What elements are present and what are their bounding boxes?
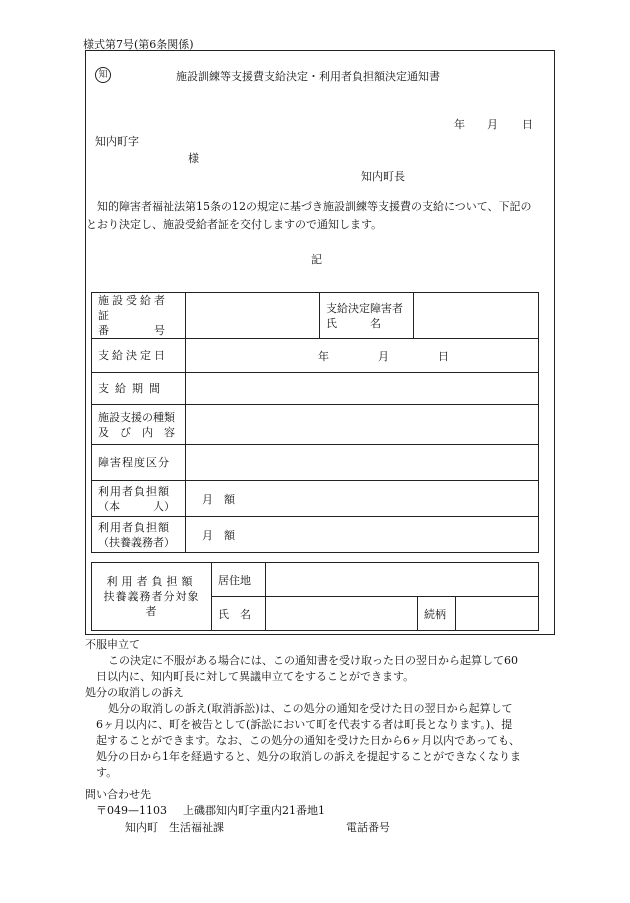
disability-class-value [186, 445, 539, 481]
residence-label: 居住地 [212, 563, 266, 597]
ki-marker: 記 [311, 253, 322, 266]
contact-address: 上磯郡知内町字重内21番地1 [183, 804, 325, 817]
burden-support-label: 利用者負担額 （扶養義務者） [92, 517, 186, 553]
support-type-label: 施設支援の種類 及 び 内 容 [92, 405, 186, 445]
contact-heading: 問い合わせ先 [85, 788, 151, 801]
cert-number-cells [186, 293, 320, 339]
decision-table [91, 292, 539, 553]
issuer: 知内町長 [361, 170, 405, 183]
revocation-line2: 6ヶ月以内に、町を被告として(訴訟において町を代表する者は町長となります。)、提 [96, 718, 513, 731]
revocation-heading: 処分の取消しの訴え [85, 686, 184, 699]
supporter-table [91, 562, 539, 631]
relation-label: 続柄 [418, 597, 456, 631]
burden-self-value: 月 額 [186, 481, 539, 517]
period-value [186, 373, 539, 405]
appeal-heading: 不服申立て [85, 638, 140, 651]
revocation-line5: す。 [96, 766, 118, 779]
contact-department: 知内町 生活福祉課 [125, 821, 224, 834]
seal-icon: 知 [95, 67, 111, 83]
residence-value [266, 563, 539, 597]
body-paragraph-line2: とおり決定し、施設受給者証を交付しますので通知します。 [86, 218, 383, 231]
contact-postal: 〒049—1103 [96, 804, 167, 817]
revocation-line1: 処分の取消しの訴え(取消訴訟)は、この処分の通知を受けた日の翌日から起算して [108, 702, 513, 715]
decision-date-label: 支給決定日 [92, 339, 186, 373]
support-type-value [186, 405, 539, 445]
body-paragraph-line1: 知的障害者福祉法第15条の12の規定に基づき施設訓練等支援費の支給について、下記の [97, 200, 532, 213]
date-year: 年 [454, 118, 465, 131]
decision-date-value: 年 月 日 [186, 339, 539, 373]
cert-number-label: 施設受給者証 番 号 [92, 293, 186, 339]
date-day: 日 [522, 118, 533, 131]
appeal-line2: 日以内に、知内町長に対して異議申立てをすることができます。 [96, 670, 415, 683]
burden-self-label: 利用者負担額 （本 人） [92, 481, 186, 517]
honorific: 様 [188, 152, 199, 165]
supporter-name-value [266, 597, 418, 631]
appeal-line1: この決定に不服がある場合には、この通知書を受け取った日の翌日から起算して60 [108, 654, 518, 667]
recipient-name-value [414, 293, 539, 339]
disability-class-label: 障害程度区分 [92, 445, 186, 481]
recipient-name-label: 支給決定障害者 氏 名 [320, 293, 414, 339]
date-month: 月 [487, 118, 498, 131]
address-line: 知内町字 [95, 135, 139, 148]
supporter-label: 利用者負担額 扶養義務者分対象者 [92, 563, 212, 631]
period-label: 支給期間 [92, 373, 186, 405]
form-number: 様式第7号(第6条関係) [83, 38, 194, 51]
contact-phone-label: 電話番号 [346, 821, 390, 834]
relation-value [456, 597, 539, 631]
revocation-line3: 起することができます。なお、この処分の通知を受けた日から6ヶ月以内であっても、 [96, 734, 521, 747]
document-title: 施設訓練等支援費支給決定・利用者負担額決定通知書 [176, 70, 440, 83]
revocation-line4: 処分の日から1年を経過すると、処分の取消しの訴えを提起することができなくなりま [96, 750, 521, 763]
supporter-name-label: 氏 名 [212, 597, 266, 631]
burden-support-value: 月 額 [186, 517, 539, 553]
